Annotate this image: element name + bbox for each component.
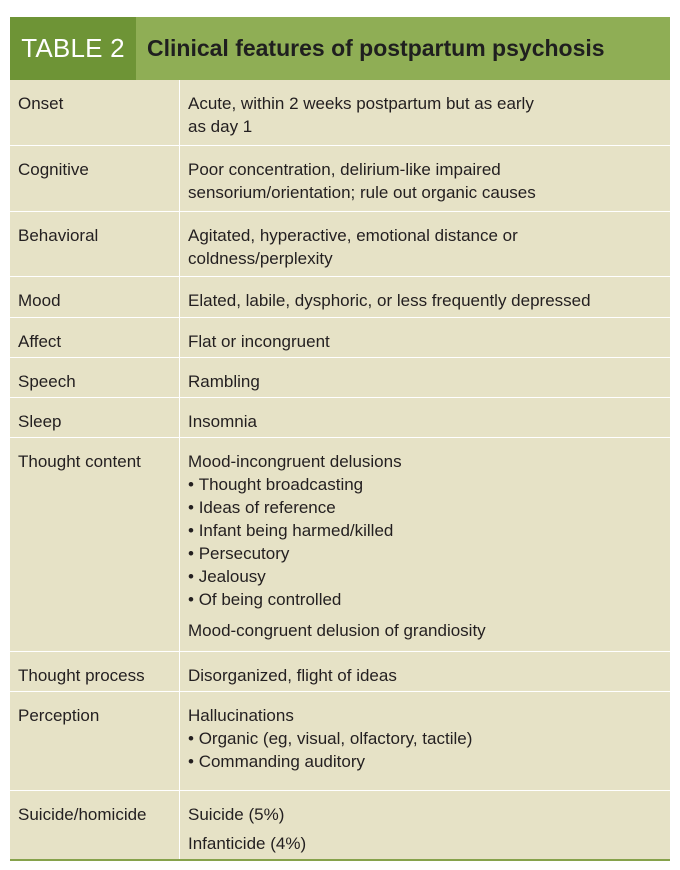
description-line: Flat or incongruent — [188, 332, 330, 351]
feature-cell: Suicide/homicide — [10, 791, 180, 859]
table-row — [10, 80, 670, 146]
feature-cell: Affect — [10, 318, 180, 357]
bullet-item: • Ideas of reference — [188, 496, 662, 519]
description-line: Poor concentration, delirium-like impaired — [188, 160, 501, 179]
table-row — [10, 398, 670, 438]
table-row — [10, 212, 670, 277]
description-line: as day 1 — [188, 117, 253, 136]
table-row — [10, 277, 670, 318]
description-line: Mood-congruent delusion of grandiosity — [188, 621, 486, 640]
description-cell — [180, 692, 670, 790]
bullet-item: • Jealousy — [188, 565, 662, 588]
description-line: Mood-incongruent delusions — [188, 452, 402, 471]
description-line: Hallucinations — [188, 706, 294, 725]
feature-cell: Speech — [10, 358, 180, 397]
bullet-item: • Persecutory — [188, 542, 662, 565]
description-cell — [180, 318, 670, 357]
description-line: coldness/perplexity — [188, 249, 333, 268]
description-line: Suicide (5%) — [188, 805, 285, 824]
description-cell — [180, 791, 670, 859]
feature-cell: Behavioral — [10, 212, 180, 276]
bullet-item: • Infant being harmed/killed — [188, 519, 662, 542]
description-line: Acute, within 2 weeks postpartum but as early — [188, 94, 534, 113]
bullet-item: • Organic (eg, visual, olfactory, tactile) — [188, 727, 662, 750]
description-cell — [180, 652, 670, 691]
table-row — [10, 318, 670, 358]
feature-cell: Sleep — [10, 398, 180, 437]
description-cell — [180, 438, 670, 651]
description-line: Disorganized, flight of ideas — [188, 666, 397, 685]
feature-cell: Cognitive — [10, 146, 180, 211]
bullet-item: • Of being controlled — [188, 588, 662, 611]
description-cell — [180, 80, 670, 145]
feature-cell: Onset — [10, 80, 180, 145]
clinical-features-table — [10, 17, 670, 861]
table-row — [10, 358, 670, 398]
table-row — [10, 791, 670, 859]
bullet-item: • Commanding auditory — [188, 750, 662, 773]
description-cell — [180, 146, 670, 211]
table-title: Clinical features of postpartum psychosis — [147, 35, 605, 61]
description-cell — [180, 398, 670, 437]
feature-cell: Perception — [10, 692, 180, 790]
table-row — [10, 652, 670, 692]
table-number-tag: TABLE 2 — [10, 17, 136, 80]
bullet-item: • Thought broadcasting — [188, 473, 662, 496]
feature-cell: Thought content — [10, 438, 180, 651]
feature-cell: Thought process — [10, 652, 180, 691]
description-line: sensorium/orientation; rule out organic causes — [188, 183, 536, 202]
description-line: Insomnia — [188, 412, 257, 431]
table-row — [10, 692, 670, 791]
description-line: Infanticide (4%) — [188, 834, 307, 853]
description-cell — [180, 277, 670, 317]
description-line: Elated, labile, dysphoric, or less frequently depressed — [188, 291, 591, 310]
feature-cell: Mood — [10, 277, 180, 317]
description-line: Agitated, hyperactive, emotional distance or — [188, 226, 518, 245]
table-header — [10, 17, 670, 80]
table-row — [10, 438, 670, 652]
table-body — [10, 80, 670, 859]
description-cell — [180, 212, 670, 276]
description-line: Rambling — [188, 372, 260, 391]
table-row — [10, 146, 670, 212]
description-cell — [180, 358, 670, 397]
